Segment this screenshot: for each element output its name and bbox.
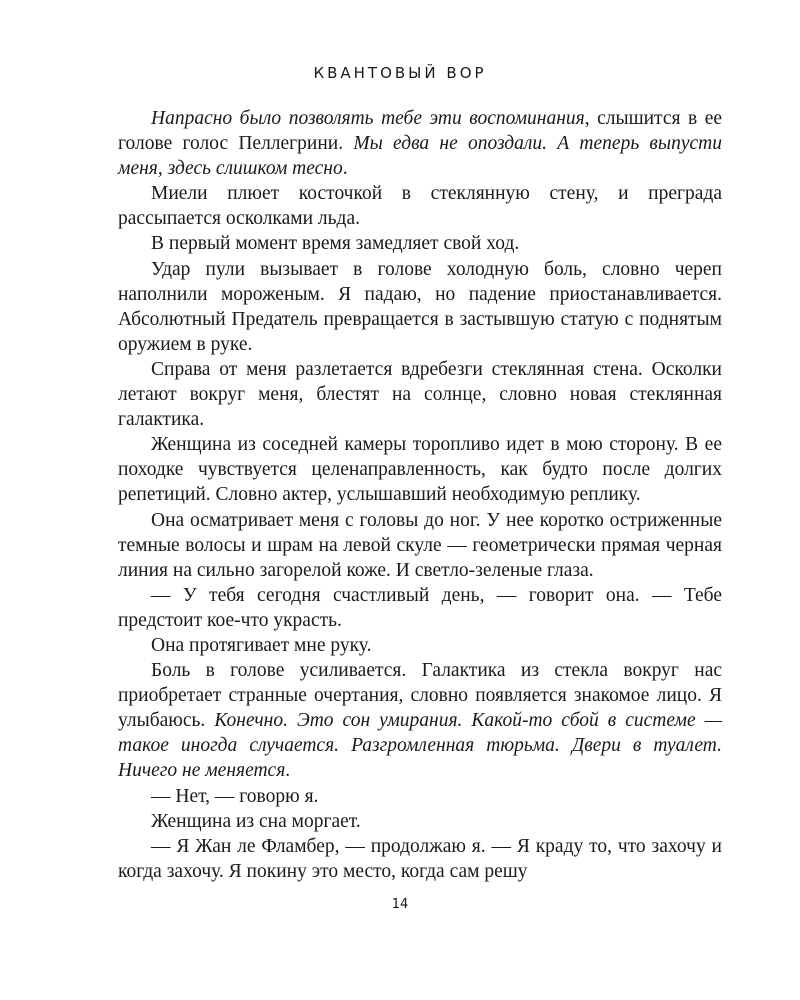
italic-text-segment: Конечно. Это сон умирания. Какой-то сбой в системе — такое иногда случается. Разгромленная тюрьма. Двери в туалет. Ничего не меняется [118, 710, 722, 782]
running-header-title: КВАНТОВЫЙ ВОР [313, 64, 487, 82]
paragraph [118, 658, 722, 783]
text-segment: — У тебя сегодня счастливый день, — говорит она. — Тебе предстоит кое-что украсть. [118, 584, 722, 631]
text-segment: — Я Жан ле Фламбер, — продолжаю я. — Я краду то, что захочу и когда захочу. Я покину это место, когда сам решу [118, 835, 722, 882]
text-segment: . [342, 158, 348, 180]
paragraph [118, 357, 722, 432]
paragraph [118, 809, 722, 834]
paragraph [118, 181, 722, 231]
paragraph [118, 633, 722, 658]
text-segment: , слышится в ее голове голос Пеллегрини. [118, 108, 722, 155]
text-segment: . [285, 760, 291, 782]
text-segment: Справа от меня разлетается вдребезги стеклянная стена. Осколки летают вокруг меня, блестят на солнце, словно новая стеклянная галактика. [118, 358, 722, 431]
text-segment: Женщина из сна моргает. [151, 810, 361, 832]
text-segment: Миели плюет косточкой в стеклянную стену, и преграда рассыпается осколками льда. [118, 183, 722, 230]
paragraph [118, 834, 722, 884]
page-number: 14 [391, 897, 409, 912]
text-segment: Она осматривает меня с головы до ног. У нее коротко остриженные темные волосы и шрам на левой скуле — геометрически прямая черная линия на сильно загорелой коже. И светло-зеленые глаза. [118, 509, 722, 581]
text-segment: Удар пули вызывает в голове холодную боль, словно череп наполнили мороженым. Я падаю, но падение приостанавливается. Абсолютный Предатель превращается в застывшую статую с поднятым оружием в руке. [118, 258, 722, 355]
paragraph [118, 508, 722, 583]
text-segment: — Нет, — говорю я. [151, 785, 319, 807]
text-segment: В первый момент время замедляет свой ход. [151, 233, 520, 255]
text-segment: Она протягивает мне руку. [151, 634, 372, 656]
paragraph [118, 432, 722, 507]
paragraph [118, 106, 722, 181]
italic-text-segment: Мы едва не опоздали. А теперь выпусти меня, здесь слишком тесно [118, 133, 722, 180]
paragraph [118, 257, 722, 357]
text-segment: Боль в голове усиливается. Галактика из стекла вокруг нас приобретает странные очертания, словно появляется знакомое лицо. Я улыбаюсь. [118, 660, 722, 732]
paragraph [118, 231, 722, 256]
paragraph [118, 784, 722, 809]
text-segment: Женщина из соседней камеры торопливо идет в мою сторону. В ее походке чувствуется целенаправленность, как будто после долгих репетиций. Словно актер, услышавший необходимую реплику. [118, 434, 722, 506]
italic-text-segment: Напрасно было позволять тебе эти воспоминания [151, 108, 585, 129]
body-text [118, 106, 722, 884]
paragraph [118, 583, 722, 633]
